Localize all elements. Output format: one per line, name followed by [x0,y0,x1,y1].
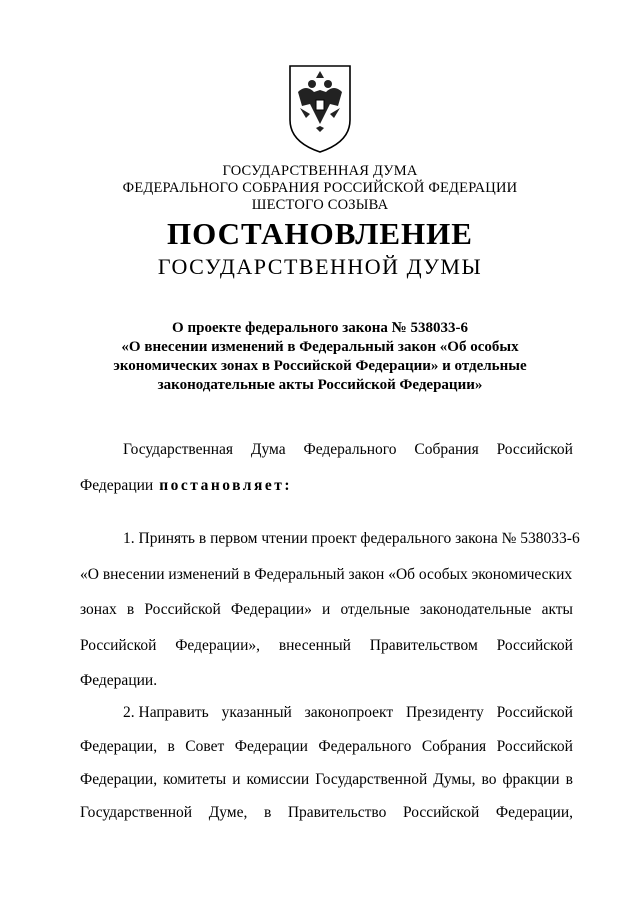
resolves-emphasis: постановляет: [159,477,293,494]
header-line-2: ФЕДЕРАЛЬНОГО СОБРАНИЯ РОССИЙСКОЙ ФЕДЕРАЦИИ [122,180,518,196]
item2-line: 2. Направить указанный законопроект Президенту Российской [123,704,573,721]
item1-line: «О внесении изменений в Федеральный закон «Об особых экономических [80,566,573,583]
item2-line: Федерации, в Совет Федерации Федерального Собрания Российской [80,738,573,755]
item2-line: Государственной Думе, в Правительство Российской Федерации, [80,804,573,821]
header-line-1: ГОСУДАРСТВЕННАЯ ДУМА [222,163,418,179]
preamble-line-2: Федерации постановляет: [80,477,293,494]
item2-line: Федерации, комитеты и комиссии Государственной Думы, во фракции в [80,771,573,788]
document-title [0,319,640,395]
preamble-line-1: Государственная Дума Федерального Собрания Российской [123,441,573,458]
document-type-sub: ГОСУДАРСТВЕННОЙ ДУМЫ [157,254,483,279]
item1-line: зонах в Российской Федерации» и отдельные законодательные акты [80,601,573,618]
title-line: экономических зонах в Российской Федерации» и отдельные [113,358,527,374]
document-type: ПОСТАНОВЛЕНИЕ [167,216,473,251]
title-line: законодательные акты Российской Федерации» [157,377,483,393]
item1-line: Российской Федерации», внесенный Правительством Российской [80,637,573,654]
item1-line: 1. Принять в первом чтении проект федерального закона № 538033-6 [123,530,580,547]
header-line-3: ШЕСТОГО СОЗЫВА [251,197,389,213]
item1-line: Федерации. [80,672,158,689]
title-line: О проекте федерального закона № 538033-6 [172,320,468,336]
state-emblem-icon [286,62,354,154]
title-line: «О внесении изменений в Федеральный закон «Об особых [121,339,519,355]
